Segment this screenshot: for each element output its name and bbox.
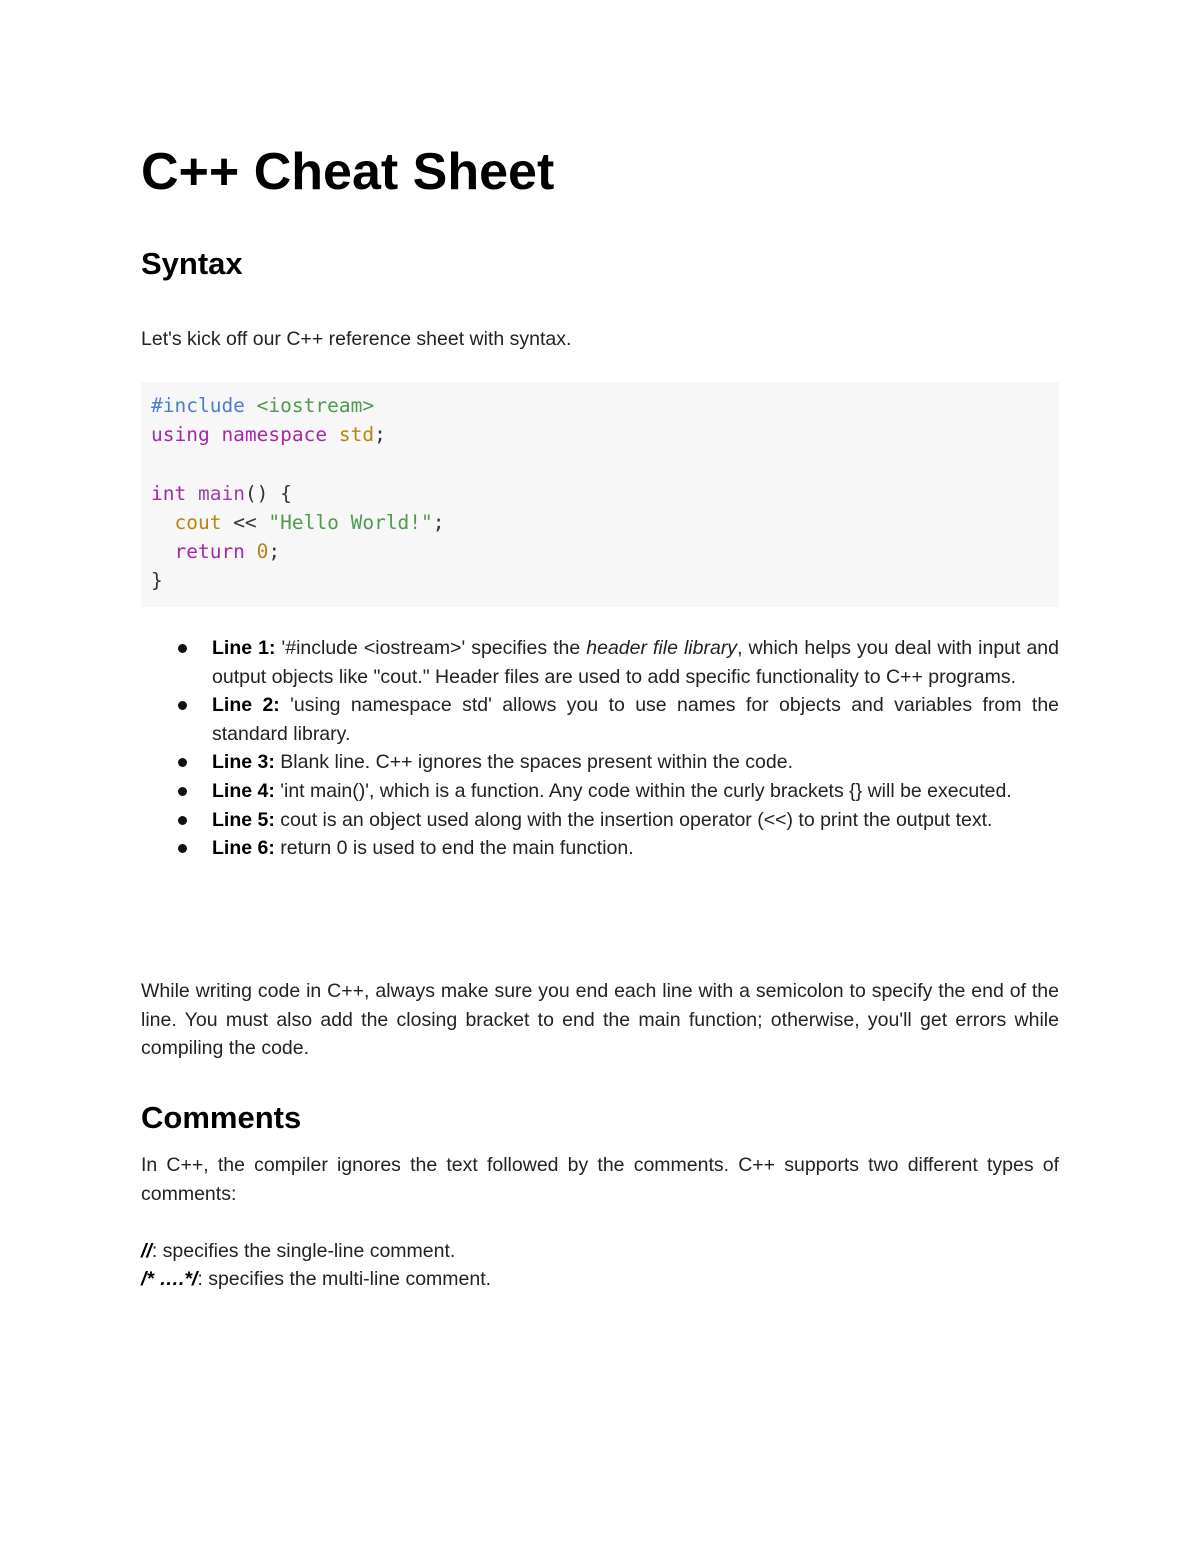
list-item-text: , which helps you deal with input and output objects like "cout." Header files are used to add specific functionality to C++ programs. — [212, 637, 1059, 688]
code-token: int — [151, 481, 198, 505]
list-item-emphasis: header file library — [586, 637, 738, 659]
comment-type-multi — [141, 1265, 491, 1294]
bullet-icon — [178, 787, 187, 796]
code-token: ; — [268, 539, 281, 563]
list-item-label: Line 1: — [212, 637, 276, 659]
list-item-text: cout is an object used along with the insertion operator (<<) to print the output text. — [274, 808, 993, 831]
list-item-text: Blank line. C++ ignores the spaces present within the code. — [274, 751, 793, 774]
list-item-label: Line 5: — [212, 808, 275, 831]
list-item-text: 'int main()', which is a function. Any code within the curly brackets {} will be executed. — [274, 779, 1012, 802]
code-token: using namespace — [151, 423, 328, 447]
code-token: << — [221, 510, 269, 534]
code-block — [141, 382, 1059, 607]
syntax-note: While writing code in C++, always make sure you end each line with a semicolon to specify the end of the line. You must also add the closing bracket to end the main function; otherwise, you'll get errors while compiling the code. — [141, 980, 1059, 1059]
bullet-icon — [178, 701, 187, 710]
comment-description: : specifies the single-line comment. — [151, 1240, 456, 1262]
bullet-icon — [178, 816, 187, 825]
syntax-intro: Let's kick off our C++ reference sheet with syntax. — [141, 328, 572, 350]
bullet-icon — [178, 844, 187, 853]
code-line-5 — [151, 508, 1059, 537]
list-item — [212, 834, 1059, 863]
code-line-6 — [151, 537, 1059, 566]
comment-description: : specifies the multi-line comment. — [197, 1268, 492, 1290]
code-token: #include — [151, 394, 245, 417]
bullet-icon — [178, 644, 187, 653]
list-item-text: return 0 is used to end the main function. — [274, 837, 634, 860]
list-item-label: Line 4: — [212, 779, 275, 802]
list-item — [212, 634, 1059, 691]
code-token: return — [151, 539, 257, 563]
line-explanations-list — [212, 634, 1059, 863]
list-item — [212, 691, 1059, 748]
list-item-label: Line 2: — [212, 694, 280, 717]
comments-intro: In C++, the compiler ignores the text followed by the comments. C++ supports two different types of comments: — [141, 1154, 1059, 1205]
bullet-icon — [178, 758, 187, 767]
code-token: "Hello World!" — [268, 510, 433, 534]
list-item — [212, 748, 1059, 777]
comment-symbol: // — [141, 1240, 152, 1262]
code-token: ; — [432, 510, 445, 534]
list-item — [212, 777, 1059, 806]
list-item-label: Line 6: — [212, 837, 275, 860]
code-token: main — [197, 481, 245, 505]
code-token: <iostream> — [244, 394, 375, 417]
code-token: } — [151, 569, 163, 593]
syntax-heading: Syntax — [141, 246, 243, 281]
comment-symbol: /* ….*/ — [141, 1268, 198, 1290]
code-token: cout — [151, 510, 222, 534]
code-line-2 — [151, 420, 1059, 449]
list-item-text: 'using namespace std' allows you to use names for objects and variables from the standard library. — [212, 694, 1060, 745]
page-title: C++ Cheat Sheet — [141, 143, 555, 201]
code-line-1 — [151, 391, 1059, 420]
list-item-label: Line 3: — [212, 751, 275, 774]
code-line-7 — [151, 566, 1059, 595]
code-line-4 — [151, 479, 1059, 508]
comments-heading: Comments — [141, 1100, 302, 1135]
code-token: std — [327, 423, 375, 447]
code-token: 0 — [256, 539, 269, 563]
code-token: () { — [244, 481, 292, 505]
code-line-3 — [151, 449, 1059, 478]
comment-type-single — [141, 1237, 455, 1266]
code-token: ; — [374, 423, 386, 447]
list-item — [212, 806, 1059, 835]
list-item-text: '#include <iostream>' specifies the — [275, 637, 587, 659]
